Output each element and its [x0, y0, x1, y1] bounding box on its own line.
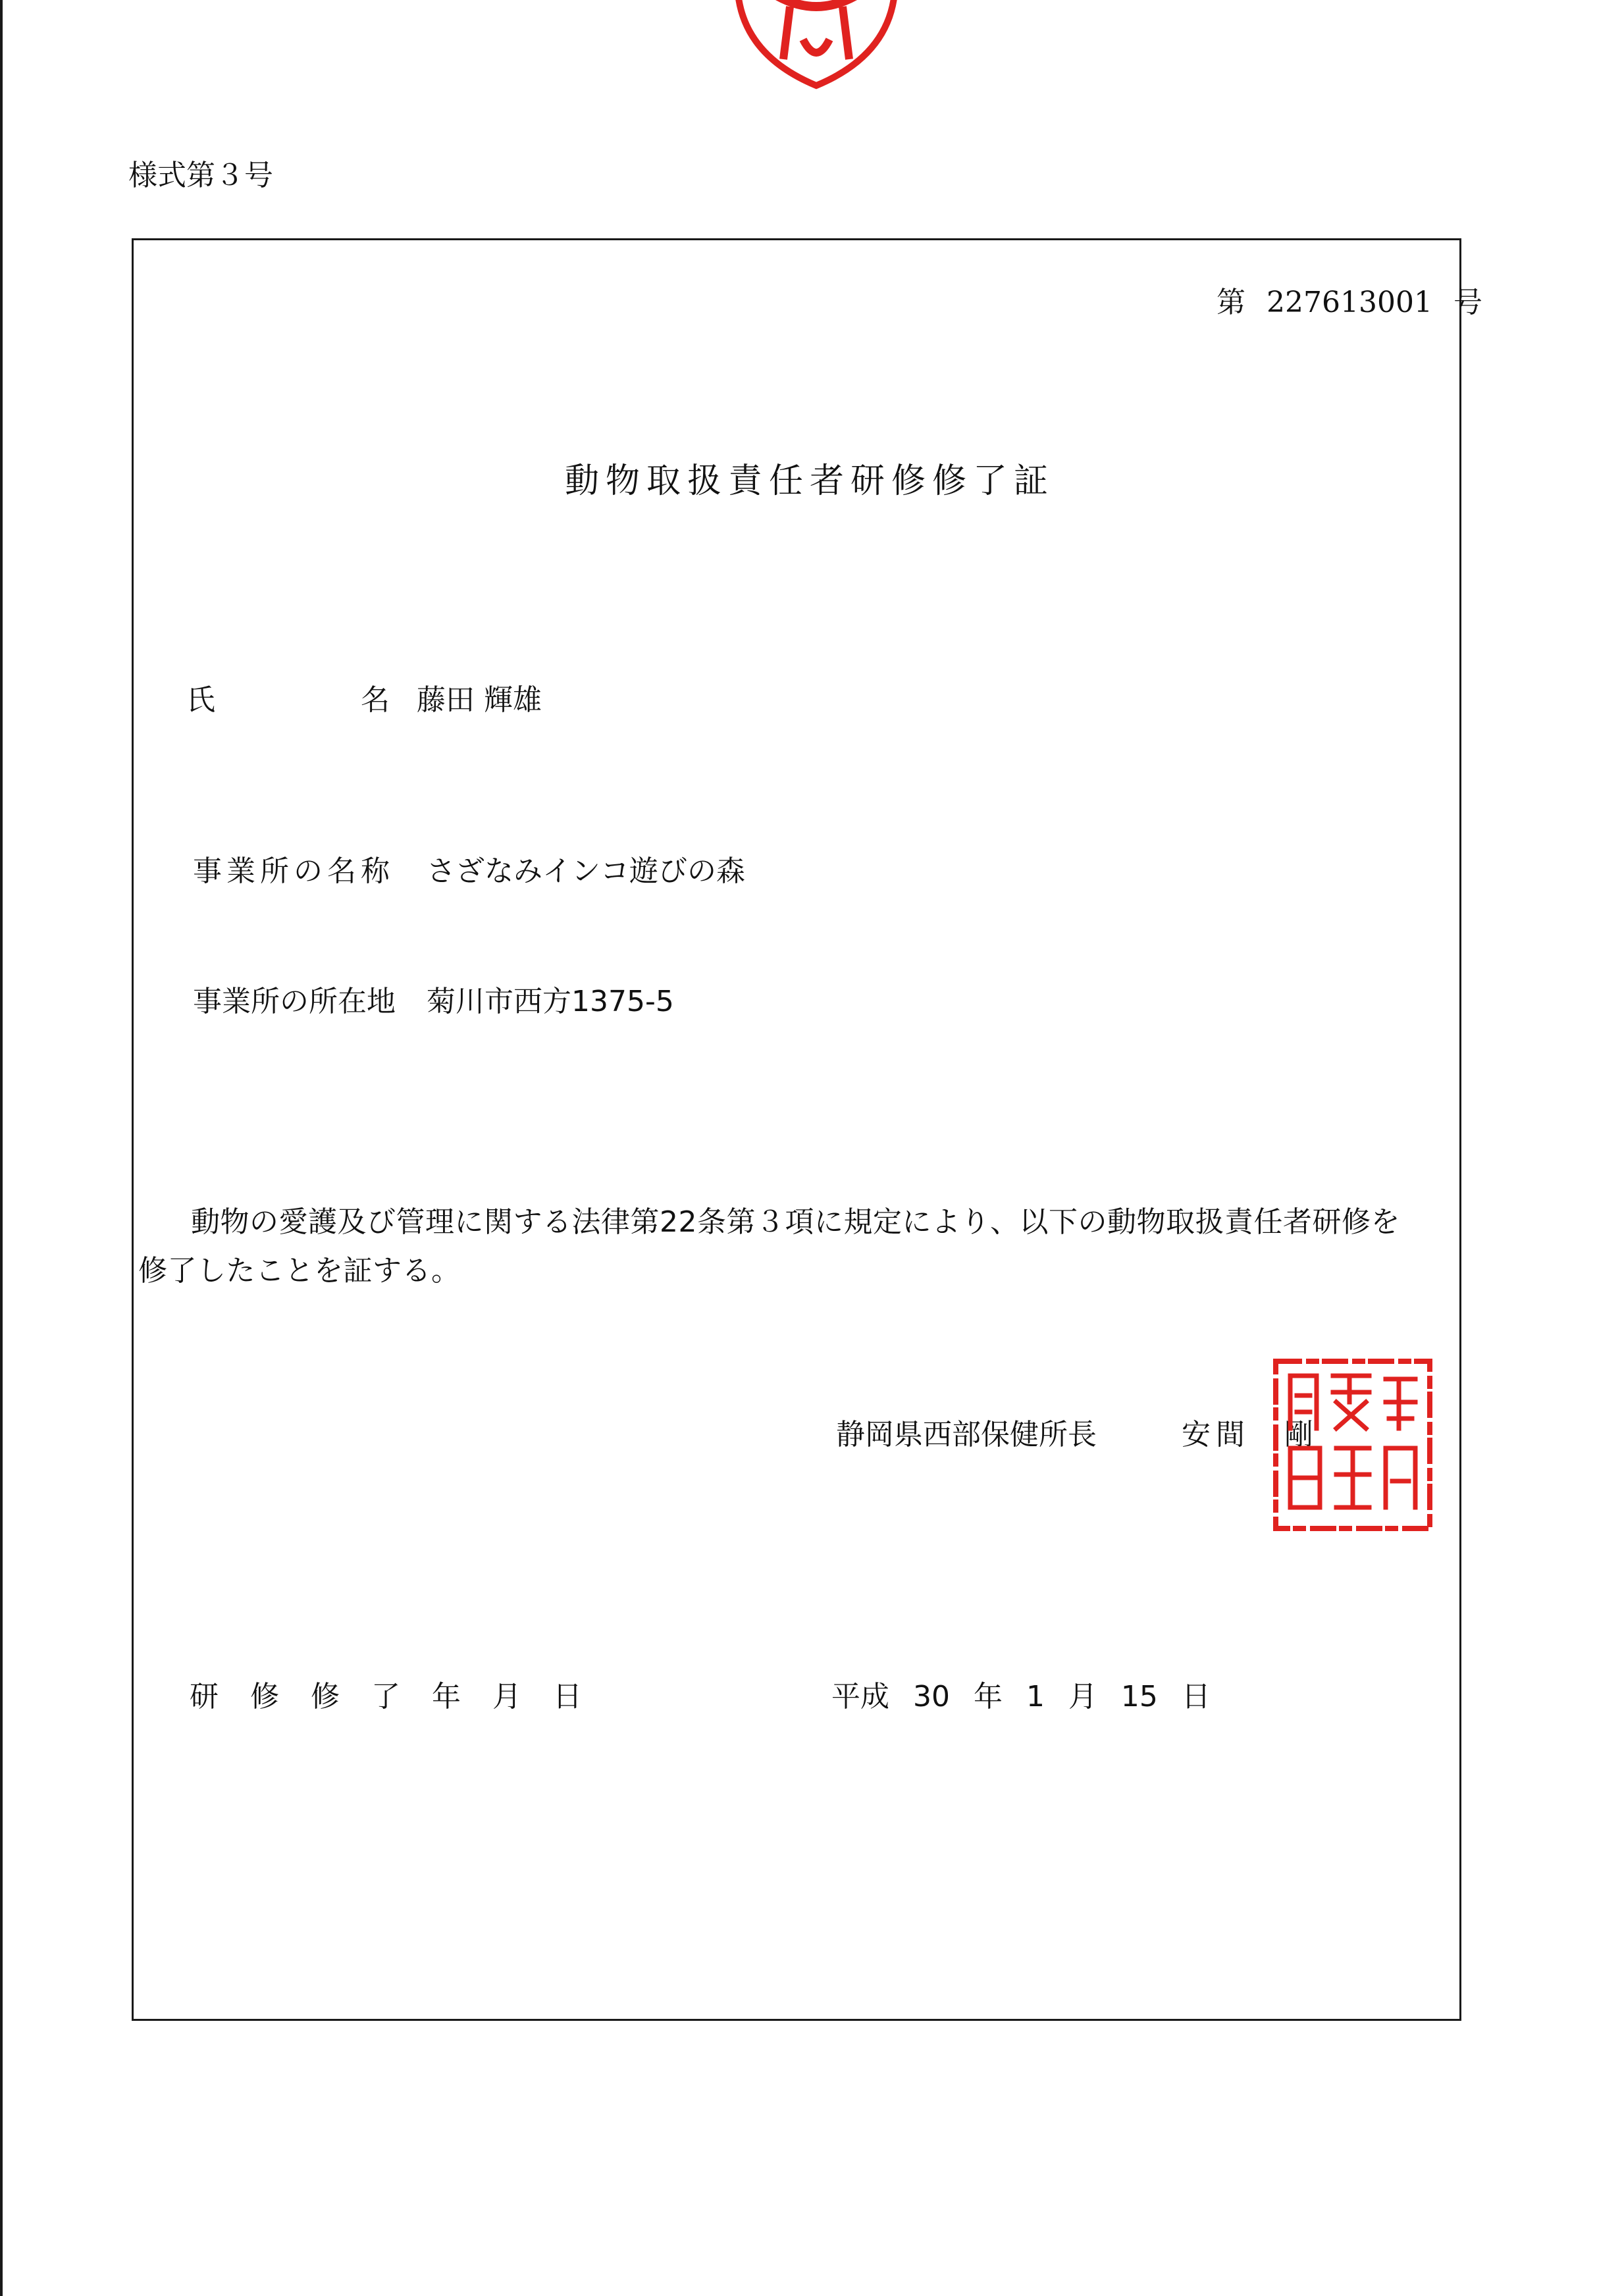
holder-name: 藤田 輝雄 [417, 683, 542, 717]
certificate-number-line [1216, 288, 1482, 317]
certificate-number-suffix: 号 [1453, 286, 1482, 319]
completion-date-label: 研修修了年月日 [190, 1680, 614, 1713]
certification-statement: 動物の愛護及び管理に関する法律第22条第３項に規定により、以下の動物取扱責任者研修を修了したことを証する。 [138, 1205, 1400, 1288]
business-address-label: 事業所の所在地 [193, 985, 396, 1018]
official-seal [1270, 1356, 1435, 1534]
certificate-number: 227613001 [1267, 286, 1432, 319]
certificate-number-prefix: 第 [1216, 286, 1245, 319]
completion-date: 平成 30 年 1 月 15 日 [831, 1680, 1211, 1713]
scan-left-edge [0, 0, 3, 2296]
name-label-part1: 氏 [186, 683, 215, 717]
business-name: さざなみインコ遊びの森 [427, 854, 745, 888]
issuer-title: 静岡県西部保健所長 [836, 1418, 1097, 1451]
business-address: 菊川市西方1375-5 [427, 985, 674, 1018]
certificate-title: 動物取扱責任者研修修了証 [565, 461, 1055, 501]
form-number: 様式第３号 [128, 159, 273, 192]
business-name-label: 事業所の名称 [193, 854, 394, 888]
red-stamp-top [724, 0, 908, 92]
certificate-frame [132, 238, 1461, 2021]
name-label-part2: 名 [361, 683, 390, 717]
issuer-name: 安間 剛 [1182, 1418, 1319, 1451]
